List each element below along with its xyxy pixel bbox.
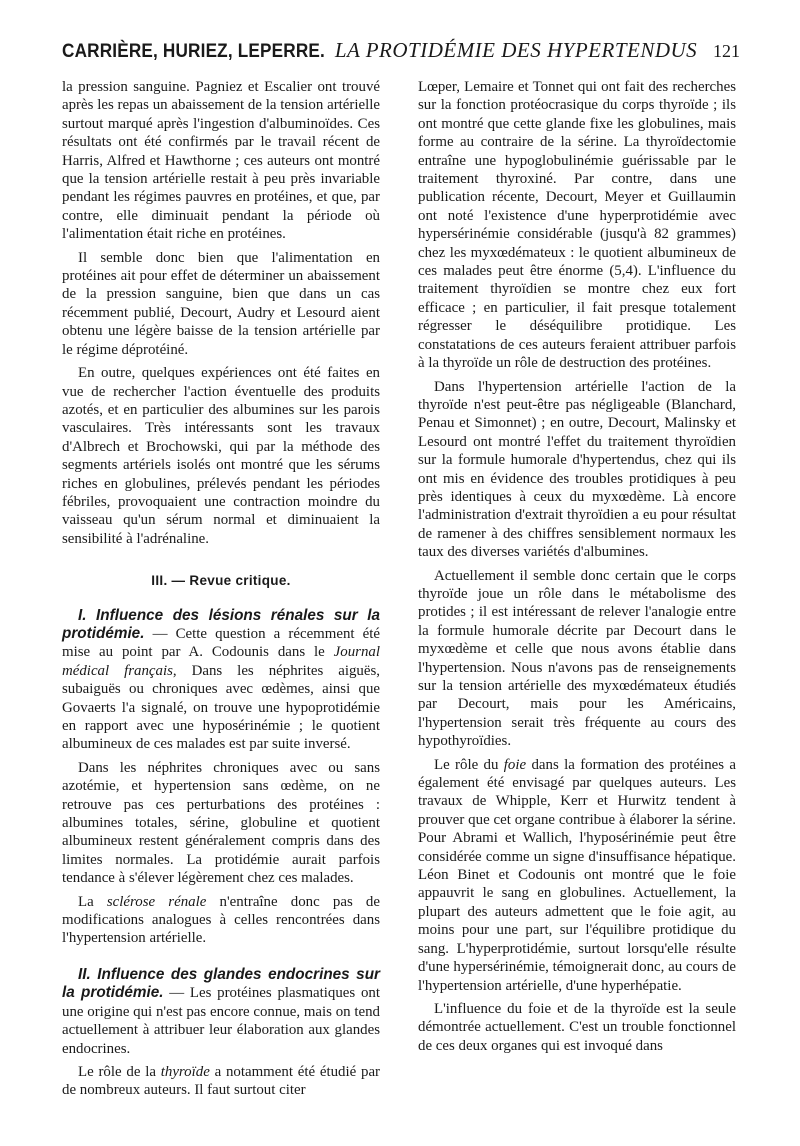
- subsection-endocrine: II. Influence des glandes endocrines sur la protidémie. — Les protéines plasmatiques ont une origine qui n'est pas encore connue, mais on tend actuellement à attribuer leur élaboration aux glandes endocrines.: [62, 965, 380, 1057]
- running-header: [62, 38, 740, 70]
- page-number: 121: [713, 41, 740, 61]
- journal-title: Journal médical français: [62, 644, 380, 679]
- paragraph: Le rôle de la thyroïde a notamment été étudié par de nombreux auteurs. Il faut surtout citer: [62, 1063, 381, 1099]
- paragraph: L'influence du foie et de la thyroïde est la seule démontrée actuellement. C'est un trouble fonctionnel de ces deux organes qui est invoqué dans: [418, 1000, 736, 1054]
- subsection-renal: I. Influence des lésions rénales sur la protidémie. — Cette question a récemment été mise au point par A. Codounis dans le Journal médical français, Dans les néphrites aiguës, subaiguës ou chroniques avec œdèmes, ainsi que Govaerts l'a signalé, on trouve une hypoprotidémie en rapport avec une hyposérinémie ; le quotient albumineux de ces malades est par suite inversé.: [62, 606, 380, 753]
- paragraph: En outre, quelques expériences ont été faites en vue de rechercher l'action éventuelle des produits azotés, et en particulier des albumines sur les parois vasculaires. Très intéressants sont les travaux d'Albrech et Brochowski, qui par la méthode des segments artériels isolés ont montré que les sérums riches en globulines, prélevés pendant les périodes fébriles, provoquaient une contraction moindre du vaisseau qu'un sérum normal et diminuaient la sensibilité à l'adrénaline.: [62, 365, 380, 547]
- header-title: LA PROTIDÉMIE DES HYPERTENDUS: [334, 38, 698, 62]
- paragraph: Il semble donc bien que l'alimentation en protéines ait pour effet de déterminer un abaissement de la pression sanguine, bien que dans un cas récemment publié, Decourt, Audry et Lesourd aient obtenu une légère baisse de la tension artérielle par le régime déprotéiné.: [62, 249, 380, 358]
- subsection-title: II. Influence des glandes endocrines sur la protidémie.: [62, 965, 380, 1002]
- paragraph: Actuellement il semble donc certain que le corps thyroïde joue un rôle dans le métabolisme des protides ; il est intéressant de relever l'analogie entre la formule humorale décrite par Decourt dans le myxœdème et celle que nous avons établie dans l'hypertension. Nous n'avons pas de renseignements sur la tension artérielle des myxœdémateux étudiés par Decourt, mais pour les Américains, l'hypertension serait très fréquente au cours des hypothyroïdies.: [418, 567, 736, 750]
- paragraph: la pression sanguine. Pagniez et Escalier ont trouvé après les repas un abaissement de la tension artérielle surtout marqué après l'ingestion d'albuminoïdes. Ces résultats ont été confirmés par le travail récent de Harris, Alfred et Hawthorne ; ces auteurs ont montré que la tension artérielle restait à peu près invariable pendant les régimes pauvres en protéines, et que, par contre, elle diminuait pendant la période où l'alimentation était riche en protéines.: [62, 79, 380, 243]
- paragraph: La sclérose rénale n'entraîne donc pas de modifications analogues à celles rencontrées dans l'hypertension artérielle.: [62, 893, 380, 947]
- header-authors: CARRIÈRE, HURIEZ, LEPERRE.: [62, 40, 325, 62]
- right-column: [418, 78, 736, 1060]
- paragraph: Lœper, Lemaire et Tonnet qui ont fait des recherches sur la fonction protéocrasique du corps thyroïde ; ils ont montré que cette glande fixe les globulines, mais forme au contraire de la sérine. La thyroïdectomie entraîne une hypoglobulinémie guérissable par le traitement thyroxiné. Par contre, dans une publication récente, Decourt, Meyer et Guillaumin ont noté l'existence d'une hyperprotidémie avec hypersérinémie considérable (jusqu'à 82 grammes) chez les myxœdémateux : le quotient albumineux de ces malades peut être énorme (5,4). L'influence du traitement thyroïdien se montre chez eux fort efficace ; en particulier, il fait presque totalement régresser le déséquilibre protidique. Les constatations de ces auteurs feraient attribuer parfois à la thyroïde un rôle de destruction des protéines.: [418, 79, 736, 372]
- left-column: [62, 78, 380, 1105]
- paragraph: Dans l'hypertension artérielle l'action de la thyroïde n'est peut-être pas négligeable (Blanchard, Penau et Simonnet) ; en outre, Decourt, Malinsky et Lesourd ont montré l'effet du traitement thyroïdien sur la formule humorale d'hypertendus, chez qui ils ont mis en évidence des troubles protidiques à peu près identiques à ceux du myxœdème. Là encore l'administration d'extrait thyroïdien a eu pour résultat de ramener à des chiffres sensiblement normaux les taux des diverses variétés d'albumines.: [418, 378, 736, 561]
- subsection-title: I. Influence des lésions rénales sur la protidémie.: [62, 606, 380, 642]
- paragraph: Le rôle du foie dans la formation des protéines a également été envisagé par quelques auteurs. Les travaux de Whipple, Kerr et Hurwitz tendent à prouver que cet organe contribue à élaborer la sérine. Pour Abrami et Wallich, l'hyposérinémie peut être considérée comme un signe d'insuffisance hépatique. Léon Binet et Codounis ont montré que le foie appauvrit le sang en globulines. Actuellement, la plupart des auteurs admettent que le foie agit, au moins pour une part, sur l'équilibre protidique du sang. L'hyperprotidémie, surtout lorsqu'elle résulte d'une hypersérinémie, témoignerait donc, au cours de l'hypertension artérielle, d'une hyperhépatie.: [418, 756, 736, 994]
- section-heading: III. — Revue critique.: [151, 573, 291, 589]
- paragraph: Dans les néphrites chroniques avec ou sans azotémie, et hypertension sans œdème, on ne retrouve pas ces perturbations des protéines : albumines totales, sérine, globuline et quotient albumineux restent généralement compris dans des limites normales. La protidémie aurait parfois tendance à s'élever légèrement chez ces malades.: [62, 759, 380, 887]
